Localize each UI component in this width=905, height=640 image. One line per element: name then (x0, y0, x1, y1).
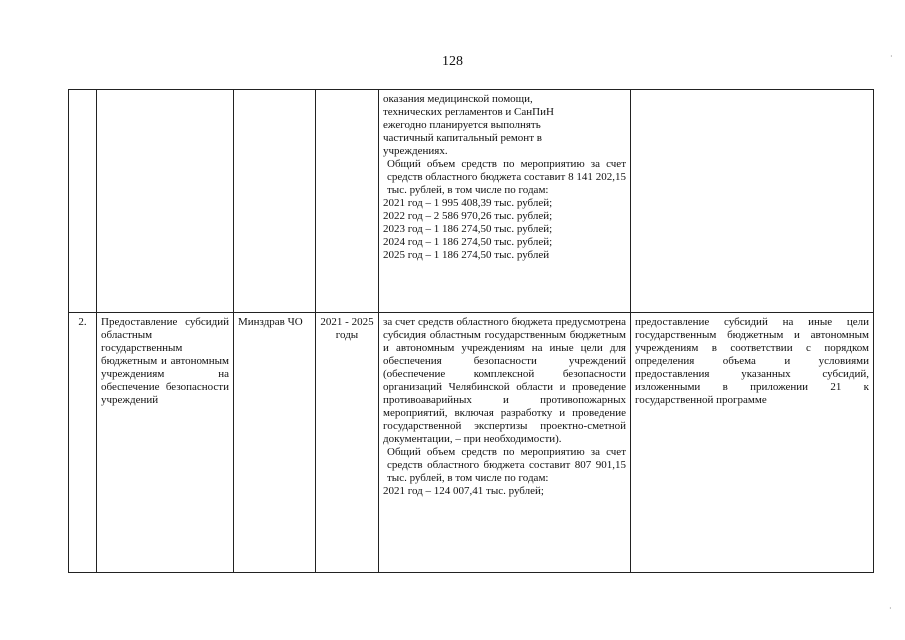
row-number-cell (69, 90, 97, 313)
content-line: учреждениях. (383, 145, 448, 157)
activity-name-cell: Предоставление субсидий областным государственным бюджетным и автономным учреждениям на обеспечение безопасности учреждений (97, 313, 234, 573)
period-cell (316, 90, 379, 313)
year-amount: 2023 год – 1 186 274,50 тыс. рублей; (383, 223, 553, 235)
mechanism-cell: предоставление субсидий на иные цели государственным бюджетным и автономным учреждениям в соответствии с порядком определения объема и условиями предоставления указанных субсидий, изложенными в приложении 21 к государственной программе (631, 313, 874, 573)
executor-cell (234, 90, 316, 313)
content-cell (379, 313, 631, 573)
table-row-2 (69, 313, 874, 573)
year-amount: 2021 год – 124 007,41 тыс. рублей; (383, 485, 544, 497)
content-line: ежегодно планируется выполнять (383, 119, 541, 131)
mechanism-cell (631, 90, 874, 313)
total-funding-text: Общий объем средств по мероприятию за счет средств областного бюджета составит 807 901,15 тыс. рублей, в том числе по годам: (387, 446, 626, 484)
content-line: технических регламентов и СанПиН (383, 106, 554, 118)
scan-mark: · (889, 604, 892, 613)
content-text: за счет средств областного бюджета предусмотрена субсидия областным государственным бюджетным и автономным учреждениям на иные цели для обеспечения безопасности учреждений (обеспечение комплексной безопасности организаций Челябинской области и проведение противоаварийных и противопожарных мероприятий, включая разработку и проведение государственной экспертизы проектно-сметной документации, – при необходимости). (383, 316, 626, 445)
page-number: 128 (442, 54, 463, 69)
total-funding-text: Общий объем средств по мероприятию за счет средств областного бюджета составит 8 141 202,15 тыс. рублей, в том числе по годам: (387, 158, 626, 196)
year-amount: 2022 год – 2 586 970,26 тыс. рублей; (383, 210, 553, 222)
period-cell: 2021 - 2025 годы (316, 313, 379, 573)
content-cell (379, 90, 631, 313)
scan-mark: · (890, 52, 893, 61)
year-amount: 2021 год – 1 995 408,39 тыс. рублей; (383, 197, 553, 209)
table-row-continuation (69, 90, 874, 313)
activity-name-cell (97, 90, 234, 313)
year-amount: 2024 год – 1 186 274,50 тыс. рублей; (383, 236, 553, 248)
year-amount: 2025 год – 1 186 274,50 тыс. рублей (383, 249, 550, 261)
content-line: оказания медицинской помощи, (383, 93, 533, 105)
content-line: частичный капитальный ремонт в (383, 132, 542, 144)
program-table (68, 89, 874, 573)
row-number-cell: 2. (69, 313, 97, 573)
executor-cell: Минздрав ЧО (234, 313, 316, 573)
